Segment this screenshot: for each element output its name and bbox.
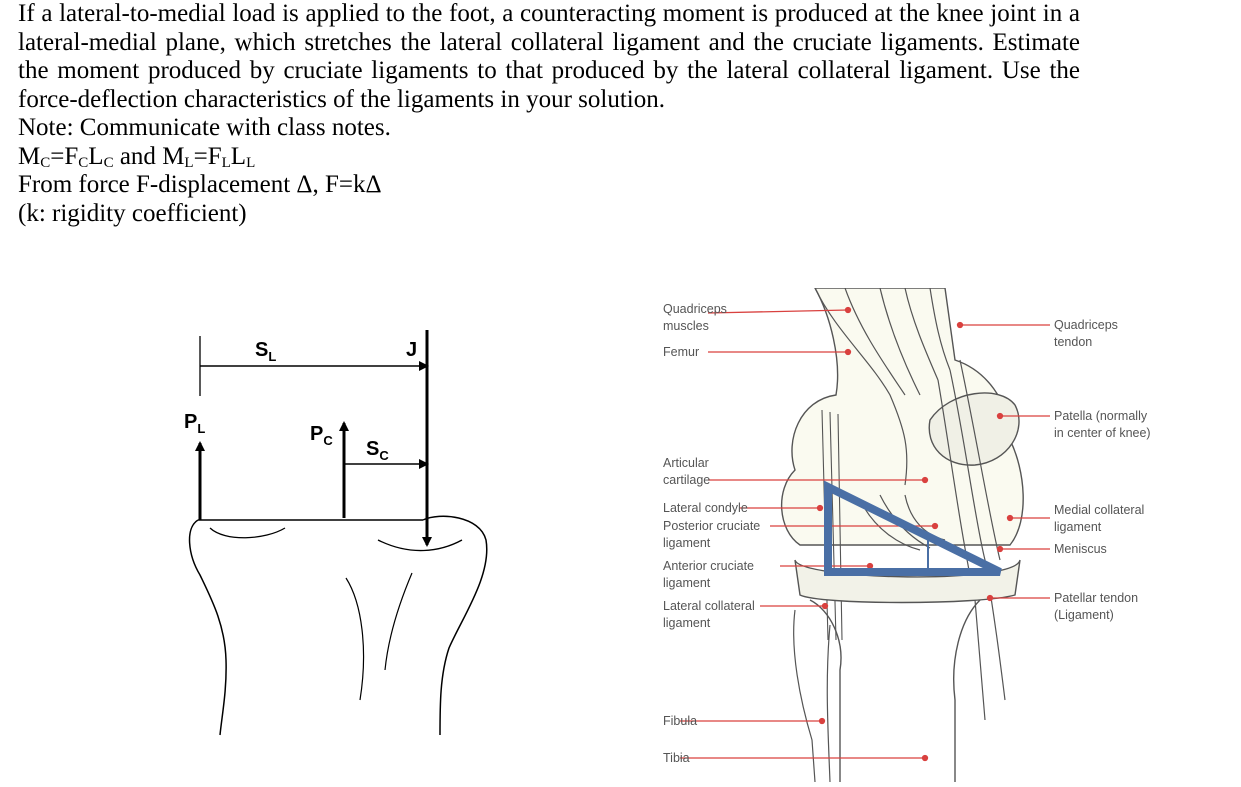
svg-text:Tibia: Tibia bbox=[663, 751, 690, 765]
svg-text:Articular: Articular bbox=[663, 456, 709, 470]
j-label: J bbox=[406, 339, 418, 361]
tibia-outline bbox=[190, 516, 487, 735]
pc-label: $P_C$ bbox=[310, 423, 333, 448]
svg-text:Femur: Femur bbox=[663, 345, 700, 359]
knee-anatomy-illustration bbox=[640, 288, 1241, 782]
rigidity-line: (k: rigidity coefficient) bbox=[18, 199, 247, 227]
knee-labels-right bbox=[1054, 318, 1151, 622]
svg-text:in center of knee): in center of knee) bbox=[1054, 426, 1151, 440]
svg-text:Medial collateral: Medial collateral bbox=[1054, 503, 1145, 517]
moment-formula: $M_C=F_CL_C$ and $M_L=F_LL_L$ bbox=[18, 142, 256, 171]
svg-text:(Ligament): (Ligament) bbox=[1054, 608, 1114, 622]
sl-label: $S_L$ bbox=[255, 339, 277, 364]
svg-text:Posterior cruciate: Posterior cruciate bbox=[663, 519, 761, 533]
svg-text:Patellar tendon: Patellar tendon bbox=[1054, 591, 1139, 605]
pl-label: $P_L$ bbox=[184, 411, 206, 436]
svg-text:Patella (normally: Patella (normally bbox=[1054, 409, 1148, 423]
svg-text:Quadriceps: Quadriceps bbox=[663, 302, 727, 316]
knee-labels-left bbox=[663, 302, 760, 765]
svg-text:Lateral collateral: Lateral collateral bbox=[663, 599, 755, 613]
svg-text:Meniscus: Meniscus bbox=[1054, 542, 1107, 556]
shaft-inner-left bbox=[346, 578, 364, 700]
force-displacement-line: From force F-displacement Δ, F=kΔ bbox=[18, 171, 382, 198]
svg-text:Fibula: Fibula bbox=[663, 714, 698, 728]
svg-text:muscles: muscles bbox=[663, 319, 709, 333]
problem-text bbox=[18, 0, 1080, 228]
svg-text:cartilage: cartilage bbox=[663, 473, 711, 487]
note-line: Note: Communicate with class notes. bbox=[18, 114, 391, 141]
svg-text:ligament: ligament bbox=[663, 616, 711, 630]
svg-text:tendon: tendon bbox=[1054, 335, 1093, 349]
shaft-inner-right bbox=[385, 573, 412, 670]
right-condyle-curve bbox=[378, 540, 462, 551]
knee-illustration-drawing bbox=[782, 288, 1024, 782]
svg-text:ligament: ligament bbox=[1054, 520, 1102, 534]
svg-text:ligament: ligament bbox=[663, 536, 711, 550]
free-body-diagram bbox=[0, 300, 560, 782]
left-condyle-curve bbox=[210, 528, 285, 538]
svg-text:Quadriceps: Quadriceps bbox=[1054, 318, 1118, 332]
svg-text:Anterior cruciate: Anterior cruciate bbox=[663, 559, 755, 573]
svg-text:ligament: ligament bbox=[663, 576, 711, 590]
sc-label: $S_C$ bbox=[366, 438, 389, 463]
problem-paragraph: If a lateral-to-medial load is applied to the foot, a counteracting moment is produced at the knee joint in a lateral-medial plane, which stretches the lateral collateral ligament and the cruciate ligaments. Estimate the moment produced by cruciate ligaments to that produced by the lateral collateral ligament. Use the force-deflection characteristics of the ligaments in your solution. bbox=[18, 0, 1080, 113]
svg-text:Lateral condyle: Lateral condyle bbox=[663, 501, 748, 515]
